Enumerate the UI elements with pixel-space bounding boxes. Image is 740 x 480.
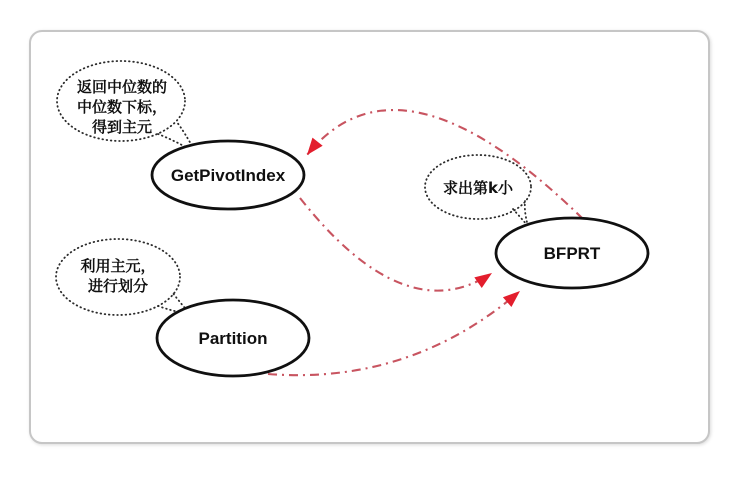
callout-text-line: 得到主元: [91, 118, 153, 136]
node-label: Partition: [198, 329, 268, 348]
node-label: BFPRT: [543, 244, 601, 263]
callout-text-line: 返回中位数的: [76, 78, 168, 96]
callout-text-line: 进行划分: [87, 277, 149, 295]
callout-text-line: 利用主元，: [80, 257, 156, 275]
callout-text-line: 求出第k小: [443, 179, 513, 197]
node-partition: [157, 300, 309, 376]
callout-text-line: 中位数下标，: [76, 98, 168, 116]
node-bfprt: [496, 218, 648, 288]
node-label: GetPivotIndex: [170, 166, 286, 185]
node-getpivotindex: [152, 141, 304, 209]
